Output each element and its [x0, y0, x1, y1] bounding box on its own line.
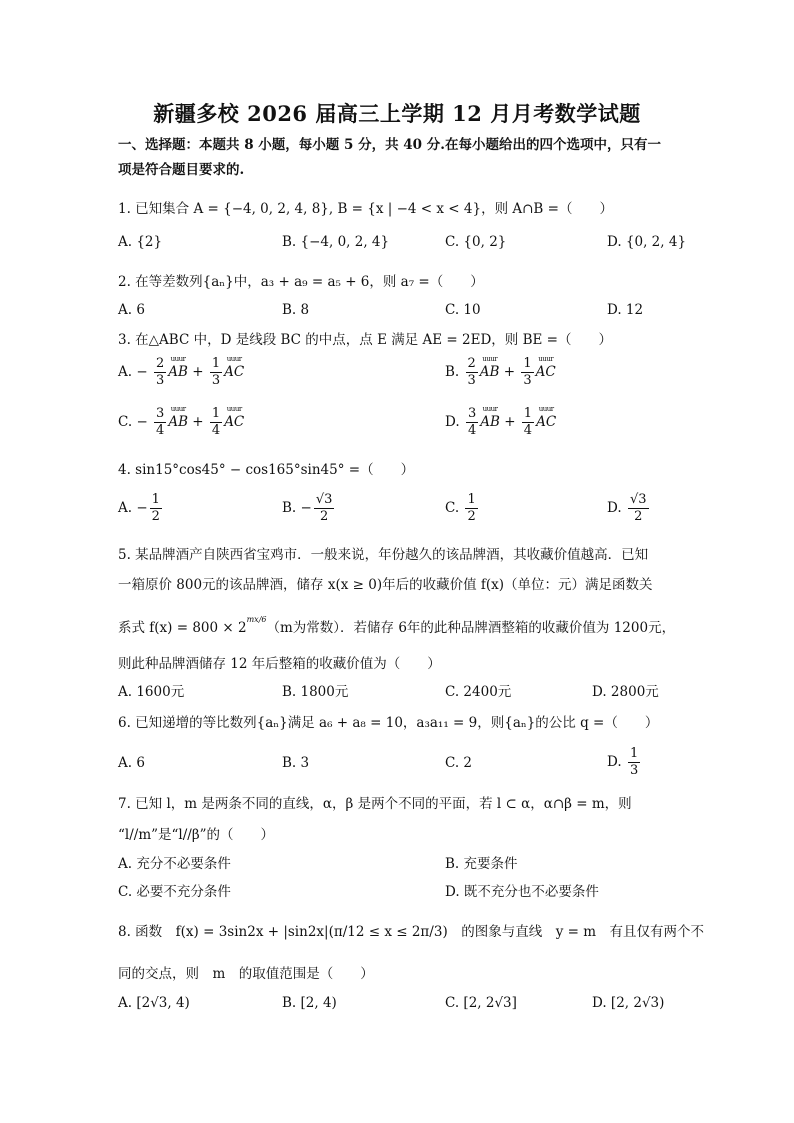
q3-option-a: [118, 356, 244, 389]
q5-line3: [118, 615, 675, 636]
q3-a-plus: +: [192, 364, 204, 380]
q3-c-frac2: $\frac{1}{4}$: [211, 406, 221, 438]
q6-stem: 6. 已知递增的等比数列{aₙ}满足 a₆ + a₈ = 10，a₃a₁₁ = 9，则{aₙ}的公比 q =（ ）: [118, 715, 659, 731]
q3-c-sign: −: [136, 414, 148, 430]
q8-option-a: A. [2√3, 4): [118, 995, 190, 1011]
q4-stem: 4. sin15°cos45° − cos165°sin45° =（ ）: [118, 462, 415, 478]
q7-option-c: C. 必要不充分条件: [118, 884, 231, 900]
q3-c-frac1: $\frac{3}{4}$: [156, 406, 165, 438]
q8-option-d: D. [2, 2√3): [592, 995, 665, 1011]
section-heading-line1: 一、选择题：本题共 8 小题，每小题 5 分，共 40 分.在每小题给出的四个选项中，只有一: [118, 137, 661, 153]
q5-option-a: A. 1600元: [118, 684, 185, 700]
q6-option-a: A. 6: [118, 755, 145, 771]
q7-line2: “l//m”是“l//β”的（ ）: [118, 827, 275, 843]
q3-d-vec1: uuur AB: [480, 414, 500, 430]
q3-a-vec1: uuur AB: [168, 364, 188, 380]
q1-option-c: C. {0, 2}: [445, 234, 507, 250]
q4-option-a: A. − $\frac{1}{2}$: [118, 492, 160, 524]
q3-option-b: [445, 356, 556, 389]
q3-option-c: [118, 406, 244, 439]
q6-option-d: D. $\frac{1}{3}$: [607, 746, 639, 778]
q3-b-vec2: uuur AC: [536, 364, 556, 380]
q5-formula-tail: （m为常数）．若储存 6年的此种品牌酒整箱的收藏价值为 1200元，: [266, 620, 676, 636]
q5-option-c: C. 2400元: [445, 684, 512, 700]
q3-a-label: A.: [118, 364, 133, 380]
q3-b-vec1: uuur AB: [480, 364, 500, 380]
q3-d-label: D.: [445, 414, 460, 430]
q8-line2: 同的交点，则 m 的取值范围是（ ）: [118, 966, 374, 982]
q8-option-b: B. [2, 4): [282, 995, 337, 1011]
section-heading-line2: 项是符合题目要求的.: [118, 162, 245, 178]
q8-tail: 的图象与直线 y = m 有且仅有两个不: [447, 924, 705, 940]
q5-formula: 系式 f(x) = 800 × 2: [118, 620, 247, 636]
q3-a-frac1: $\frac{2}{3}$: [155, 356, 165, 388]
q1-option-a: A. {2}: [118, 234, 163, 250]
q2-option-c: C. 10: [445, 302, 481, 318]
q2-option-d: D. 12: [607, 302, 644, 318]
section-heading: [118, 133, 688, 183]
q1-stem: 1. 已知集合 A = {−4, 0, 2, 4, 8}, B = {x | −4 < x < 4}，则 A∩B =（ ）: [118, 201, 613, 217]
q1-option-b: B. {−4, 0, 2, 4}: [282, 234, 390, 250]
q4-option-b: B. − $\frac{√3}{2}$: [282, 492, 333, 524]
q1-option-d: D. {0, 2, 4}: [607, 234, 687, 250]
q3-c-plus: +: [192, 414, 204, 430]
q3-b-frac2: $\frac{1}{3}$: [523, 356, 532, 388]
q5-line4: 则此种品牌酒储存 12 年后整箱的收藏价值为（ ）: [118, 656, 441, 672]
q7-option-a: A. 充分不必要条件: [118, 856, 231, 872]
q2-option-b: B. 8: [282, 302, 310, 318]
exam-title: 新疆多校 2026 届高三上学期 12 月月考数学试题: [153, 101, 641, 126]
q3-d-frac1: $\frac{3}{4}$: [467, 406, 477, 438]
q5-exponent: mx/6: [246, 615, 267, 624]
q3-d-vec2: uuur AC: [536, 414, 556, 430]
q5-option-d: D. 2800元: [592, 684, 659, 700]
q7-option-d: D. 既不充分也不必要条件: [445, 884, 599, 900]
q3-d-frac2: $\frac{1}{4}$: [523, 406, 533, 438]
q5-line2: 一箱原价 800元的该品牌酒，储存 x(x ≥ 0)年后的收藏价值 f(x)（单位：元）满足函数关: [118, 577, 653, 593]
q7-line1: 7. 已知 l，m 是两条不同的直线，α，β 是两个不同的平面，若 l ⊂ α，α∩β = m，则: [118, 796, 632, 812]
q8-function: 8. 函数 f(x) = 3sin2x + |sin2x|: [118, 924, 329, 940]
q3-d-plus: +: [504, 414, 516, 430]
q5-line1: 5. 某品牌酒产自陕西省宝鸡市．一般来说，年份越久的该品牌酒，其收藏价值越高．已知: [118, 547, 649, 563]
q6-option-b: B. 3: [282, 755, 310, 771]
q7-option-b: B. 充要条件: [445, 856, 518, 872]
q4-option-c: C. $\frac{1}{2}$: [445, 492, 476, 524]
q3-c-vec1: uuur AB: [168, 414, 188, 430]
q4-option-d: D. $\frac{√3}{2}$: [607, 492, 647, 524]
q5-option-b: B. 1800元: [282, 684, 349, 700]
q3-b-label: B.: [445, 364, 460, 380]
q3-c-vec2: uuur AC: [224, 414, 244, 430]
q3-a-sign: −: [136, 364, 148, 380]
q3-a-vec2: uuur AC: [224, 364, 244, 380]
q3-option-d: [445, 406, 556, 439]
q2-option-a: A. 6: [118, 302, 145, 318]
q3-stem: 3. 在△ABC 中，D 是线段 BC 的中点，点 E 满足 AE = 2ED，则 BE =（ ）: [118, 332, 612, 348]
q8-line1: [118, 920, 704, 940]
q3-b-frac1: $\frac{2}{3}$: [467, 356, 476, 388]
q3-b-plus: +: [503, 364, 516, 380]
q3-c-label: C.: [118, 414, 133, 430]
q8-option-c: C. [2, 2√3]: [445, 995, 517, 1011]
q6-option-c: C. 2: [445, 755, 473, 771]
q8-domain: (π/12 ≤ x ≤ 2π/3): [328, 924, 448, 940]
q2-stem: 2. 在等差数列{aₙ}中，a₃ + a₉ = a₅ + 6，则 a₇ =（ ）: [118, 274, 484, 290]
q3-a-frac2: $\frac{1}{3}$: [211, 356, 221, 388]
